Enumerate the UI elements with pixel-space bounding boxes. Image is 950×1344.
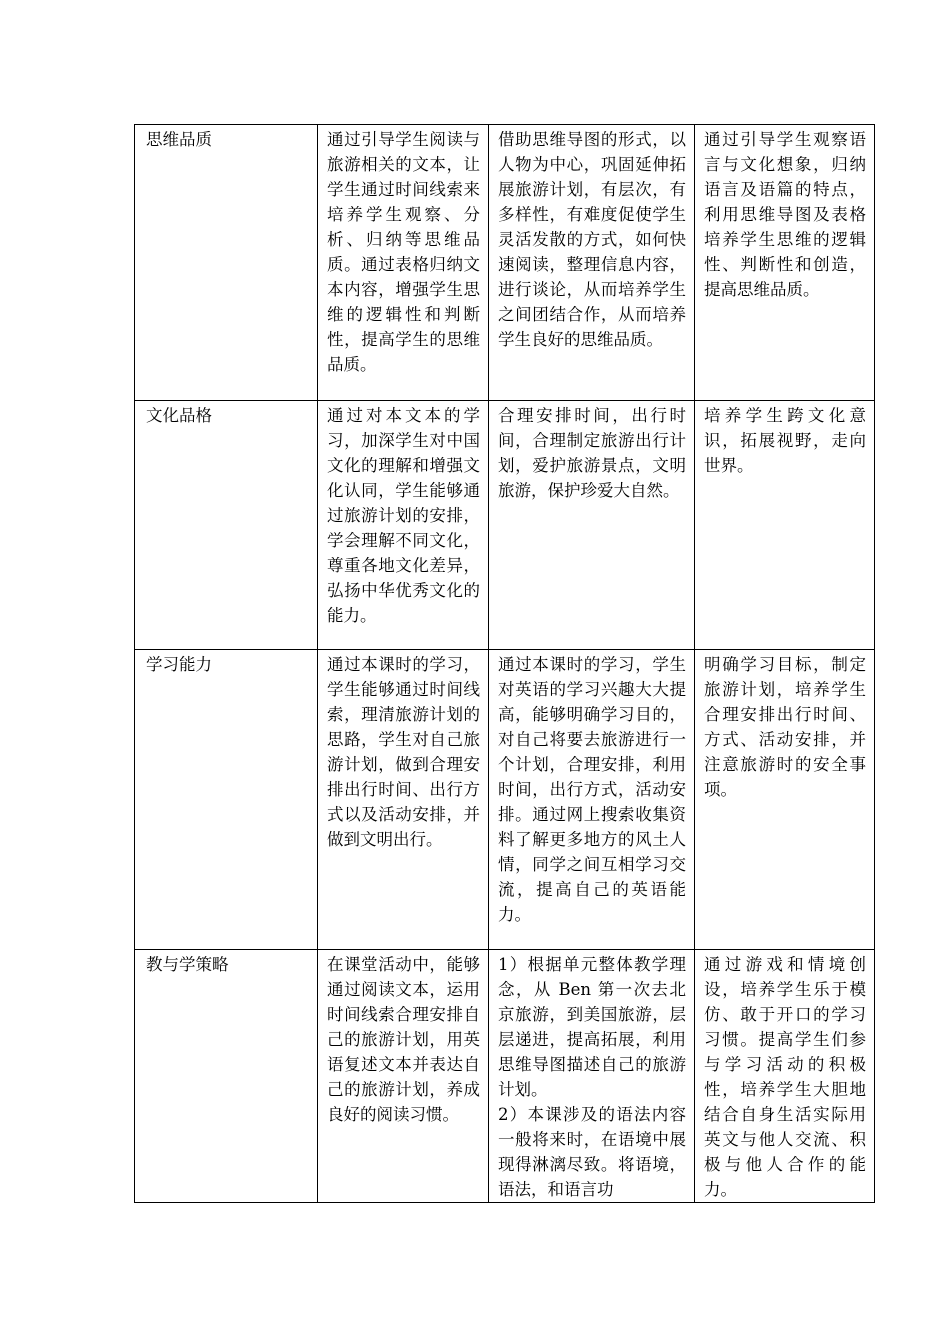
table-cell: 通过对本文本的学习，加深学生对中国文化的理解和增强文化认同，学生能够通过旅游计划的安排，学会理解不同文化，尊重各地文化差异，弘扬中华优秀文化的能力。 xyxy=(318,401,489,650)
table-row xyxy=(135,950,875,1203)
table-cell: 通过本课时的学习，学生对英语的学习兴趣大大提高，能够明确学习目的，对自己将要去旅游进行一个计划，合理安排，利用时间，出行方式，活动安排。通过网上搜索收集资料了解更多地方的风土人情，同学之间互相学习交流，提高自己的英语能力。 xyxy=(489,650,695,950)
table-cell: 通过本课时的学习，学生能够通过时间线索，理清旅游计划的思路，学生对自己旅游计划，做到合理安排出行时间、出行方式以及活动安排，并做到文明出行。 xyxy=(318,650,489,950)
strategy-point-1: 1）根据单元整体教学理念，从 Ben 第一次去北京旅游，到美国旅游，层层递进，提高拓展，利用思维导图描述自己的旅游计划。 xyxy=(498,955,686,1099)
table-cell: 通过引导学生观察语言与文化想象，归纳语言及语篇的特点，利用思维导图及表格培养学生思维的逻辑性、判断性和创造，提高思维品质。 xyxy=(695,125,875,401)
table-row xyxy=(135,125,875,401)
row-label-learning: 学习能力 xyxy=(135,650,318,950)
table-cell: 通过引导学生阅读与旅游相关的文本，让学生通过时间线索来培养学生观察、分析、归纳等思维品质。通过表格归纳文本内容，增强学生思维的逻辑性和判断性，提高学生的思维品质。 xyxy=(318,125,489,401)
table-row xyxy=(135,401,875,650)
table-cell: 明确学习目标，制定旅游计划，培养学生合理安排出行时间、方式、活动安排，并注意旅游时的安全事项。 xyxy=(695,650,875,950)
table-cell: 合理安排时间，出行时间，合理制定旅游出行计划，爱护旅游景点，文明旅游，保护珍爱大自然。 xyxy=(489,401,695,650)
table-cell: 通过游戏和情境创设，培养学生乐于模仿、敢于开口的学习习惯。提高学生们参与学习活动的积极性，培养学生大胆地结合自身生活实际用英文与他人交流、积极与他人合作的能力。 xyxy=(695,950,875,1203)
row-label-culture: 文化品格 xyxy=(135,401,318,650)
table-cell xyxy=(489,950,695,1203)
table-cell: 培养学生跨文化意识，拓展视野，走向世界。 xyxy=(695,401,875,650)
objectives-table xyxy=(134,124,875,1203)
row-label-strategy: 教与学策略 xyxy=(135,950,318,1203)
strategy-point-2: 2）本课涉及的语法内容一般将来时，在语境中展现得淋漓尽致。将语境，语法，和语言功 xyxy=(498,1105,686,1199)
table-cell: 在课堂活动中，能够通过阅读文本，运用时间线索合理安排自己的旅游计划，用英语复述文本并表达自己的旅游计划，养成良好的阅读习惯。 xyxy=(318,950,489,1203)
table-row xyxy=(135,650,875,950)
table-cell: 借助思维导图的形式，以人物为中心，巩固延伸拓展旅游计划，有层次，有多样性，有难度促使学生灵活发散的方式，如何快速阅读，整理信息内容，进行谈论，从而培养学生之间团结合作，从而培养学生良好的思维品质。 xyxy=(489,125,695,401)
row-label-thinking: 思维品质 xyxy=(135,125,318,401)
